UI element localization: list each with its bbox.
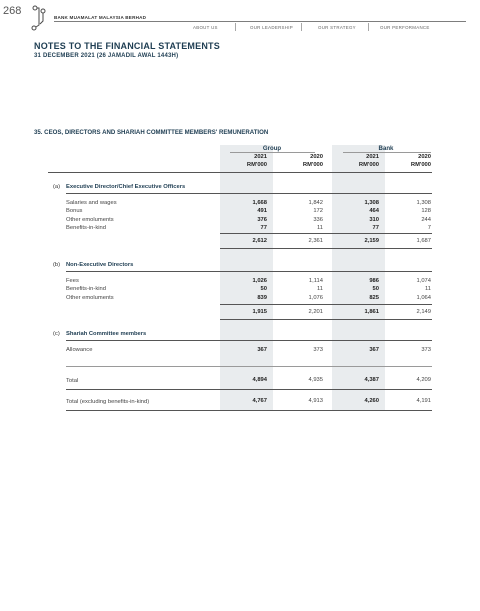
section-letter: (a) [53,184,61,190]
row-label: Benefits-in-kind [66,286,106,293]
value-cell: 1,114 [308,278,323,284]
col-unit: RM'000 [358,162,379,168]
total-cell: 4,191 [416,398,431,404]
total-rule [66,410,432,411]
header-rule [54,21,466,22]
subtotal-cell: 1,861 [364,309,379,315]
subtotal-cell: 1,915 [252,309,267,315]
subtotal-cell: 2,361 [308,238,323,244]
value-cell: 310 [369,216,379,223]
page-subtitle: 31 DECEMBER 2021 (26 JAMADIL AWAL 1443H) [34,53,179,59]
section-rule [66,340,432,341]
subtotal-cell: 2,612 [252,238,267,244]
section-title: Executive Director/Chief Executive Officers [66,184,186,190]
subtotal-cell: 2,201 [308,309,323,315]
value-cell: 1,308 [416,200,431,206]
row-label: Bonus [66,208,83,215]
total-cell: 4,894 [252,377,267,383]
value-cell: 50 [372,286,379,293]
value-cell: 336 [313,216,323,223]
nav-divider [301,23,302,31]
col-unit: RM'000 [246,162,267,168]
value-cell: 172 [313,208,323,215]
value-cell: 825 [369,294,379,301]
value-cell: 986 [369,278,379,284]
value-cell: 1,064 [416,294,431,301]
nav-divider [235,23,236,31]
value-cell: 1,668 [252,200,267,206]
nav-about-us[interactable]: ABOUT US [193,25,218,30]
subtotal-rule [220,233,432,234]
section-rule [66,366,432,367]
page-title: NOTES TO THE FINANCIAL STATEMENTS [34,41,220,51]
value-cell: 1,026 [252,278,267,284]
header-bottom-rule [48,172,432,173]
section-title: Shariah Committee members [66,331,147,337]
value-cell: 11 [424,286,431,293]
value-cell: 7 [427,224,431,231]
value-cell: 1,076 [308,294,323,301]
total-cell: 4,260 [364,398,379,404]
nav-our-leadership[interactable]: OUR LEADERSHIP [250,25,293,30]
nav-our-strategy[interactable]: OUR STRATEGY [318,25,356,30]
subtotal-cell: 1,687 [416,238,431,244]
row-label: Other emoluments [66,216,114,223]
value-cell: 1,842 [308,200,323,206]
value-cell: 77 [372,224,379,231]
row-label: Benefits-in-kind [66,224,106,231]
col-year: 2021 [254,154,267,160]
value-cell: 373 [313,347,323,353]
note-title: 35. CEOS, DIRECTORS AND SHARIAH COMMITTEE MEMBERS' REMUNERATION [34,129,269,136]
value-cell: 11 [316,224,323,231]
value-cell: 367 [257,347,267,353]
value-cell: 77 [260,224,267,231]
col-year: 2021 [366,154,379,160]
subtotal-rule [220,248,432,249]
col-year: 2020 [310,154,323,160]
value-cell: 376 [257,216,267,223]
total-cell: 4,387 [364,377,379,383]
page-number: 268 [3,5,22,17]
value-cell: 464 [369,208,379,215]
value-cell: 491 [257,208,267,215]
section-letter: (b) [53,262,61,268]
subtotal-rule [220,319,432,320]
total-rule [66,389,432,390]
total-cell: 4,209 [416,377,431,383]
subtotal-rule [220,304,432,305]
group-underline [230,152,315,153]
section-letter: (c) [53,331,60,337]
row-label: Salaries and wages [66,200,117,206]
total-cell: 4,913 [308,398,323,404]
value-cell: 373 [421,347,431,353]
value-cell: 244 [421,216,431,223]
subtotal-cell: 2,159 [364,238,379,244]
total-label: Total [66,378,79,384]
bank-underline [343,152,431,153]
section-rule [66,271,432,272]
col-unit: RM'000 [410,162,431,168]
value-cell: 1,074 [416,278,431,284]
subtotal-cell: 2,149 [416,309,431,315]
section-title: Non-Executive Directors [66,262,134,268]
org-name: BANK MUAMALAT MALAYSIA BERHAD [54,15,147,20]
bank-header: Bank [378,145,394,152]
row-label: Fees [66,278,79,284]
total-label: Total (excluding benefits-in-kind) [66,399,150,405]
col-year: 2020 [418,154,431,160]
section-rule [66,193,432,194]
total-cell: 4,935 [308,377,323,383]
value-cell: 367 [369,347,379,353]
value-cell: 11 [316,286,323,293]
col-unit: RM'000 [302,162,323,168]
value-cell: 1,308 [364,200,379,206]
nav-our-performance[interactable]: OUR PERFORMANCE [380,25,430,30]
row-label: Allowance [66,347,93,353]
group-header: Group [262,145,282,152]
value-cell: 128 [421,208,431,215]
value-cell: 50 [260,286,267,293]
total-cell: 4,767 [252,398,267,404]
value-cell: 839 [257,294,267,301]
circuit-logo-icon [31,3,47,31]
nav-divider [368,23,369,31]
row-label: Other emoluments [66,294,114,301]
